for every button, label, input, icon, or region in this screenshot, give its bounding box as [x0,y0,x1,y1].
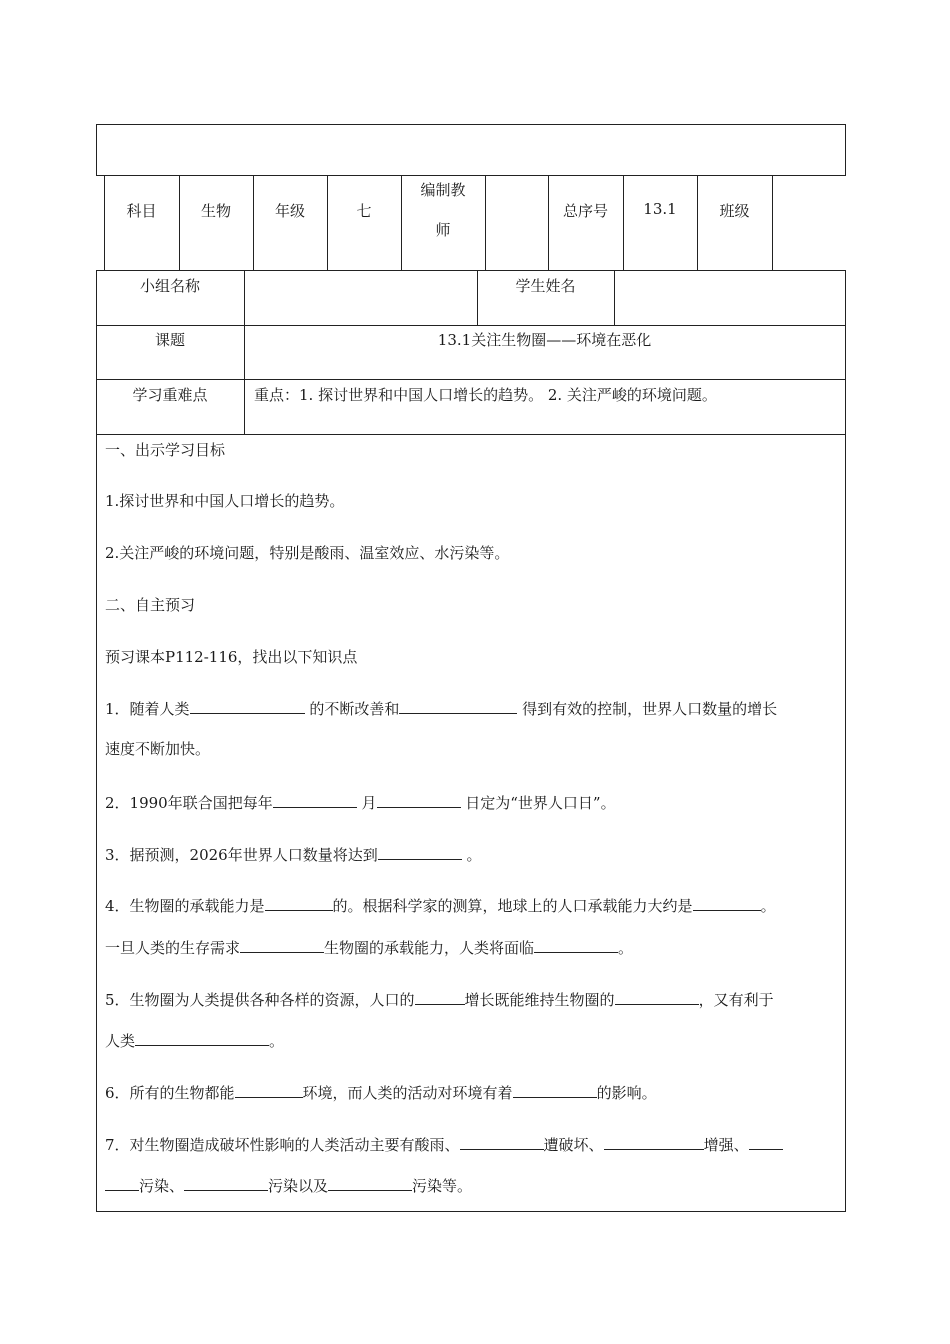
student-label: 学生姓名 [515,277,576,295]
goal-2: 2.关注严峻的环境问题，特别是酸雨、温室效应、水污染等。 [105,544,510,562]
q3-text-b: 。 [461,846,482,864]
q5-blank-2[interactable] [615,988,699,1005]
q2-text-a: 2．1990年联合国把每年 [105,794,273,812]
q2-text-c: 日定为“世界人口日”。 [460,794,616,812]
q6-text-a: 6．所有的生物都能 [105,1084,235,1102]
q5-text-d: 人类 [105,1032,136,1050]
question-1-line2: 速度不断加快。 [105,740,211,758]
serial-value: 13.1 [643,200,677,218]
class-label: 班级 [719,202,750,220]
q7-blank-5[interactable] [328,1174,412,1191]
question-4-line1 [105,894,776,916]
q1-text-a: 1．随着人类 [105,700,190,718]
q4-blank-3[interactable] [240,936,324,953]
q4-text-c: 。 [760,897,776,915]
q1-text-b: 的不断改善和 [304,700,400,718]
topic-value: 13.1关注生物圈——环境在恶化 [437,331,652,349]
q7-blank-3b[interactable] [105,1174,139,1191]
question-4-line2 [105,936,633,958]
q3-blank-1[interactable] [378,843,462,860]
q4-text-a: 4．生物圈的承载能力是 [105,897,265,915]
group-label: 小组名称 [139,277,200,295]
teacher-label-line1: 编制教 [420,181,466,199]
q5-text-a: 5．生物圈为人类提供各种各样的资源，人口的 [105,991,415,1009]
question-6 [105,1081,657,1103]
q1-blank-1[interactable] [190,697,305,714]
q5-text-c: ，又有利于 [698,991,774,1009]
question-1-line1 [105,697,777,719]
q6-text-b: 环境，而人类的活动对环境有着 [302,1084,513,1102]
q5-text-e: 。 [269,1032,285,1050]
q6-blank-1[interactable] [235,1081,303,1098]
q4-text-b: 的。根据科学家的测算，地球上的人口承载能力大约是 [332,897,693,915]
grade-value: 七 [356,202,372,220]
q7-blank-2[interactable] [604,1133,704,1150]
q3-text-a: 3．据预测，2026年世界人口数量将达到 [105,846,378,864]
q1-text-c: 得到有效的控制，世界人口数量的增长 [517,700,778,718]
question-7-line2 [105,1174,472,1196]
q7-text-c: 增强、 [703,1136,749,1154]
q7-text-a: 7．对生物圈造成破坏性影响的人类活动主要有酸雨、 [105,1136,460,1154]
q7-text-f: 污染等。 [412,1177,473,1195]
question-5-line2 [105,1029,284,1051]
question-7-line1 [105,1133,783,1155]
q5-blank-1[interactable] [415,988,465,1005]
section1-title: 一、出示学习目标 [105,441,226,459]
preview-intro: 预习课本P112-116，找出以下知识点 [105,648,358,666]
q2-blank-1[interactable] [273,791,357,808]
q7-text-d: 污染、 [139,1177,185,1195]
subject-value: 生物 [200,202,231,220]
section2-title: 二、自主预习 [105,596,196,614]
q4-blank-1[interactable] [265,894,333,911]
q6-blank-2[interactable] [513,1081,597,1098]
q7-blank-4[interactable] [184,1174,268,1191]
topic-label: 课题 [154,331,185,349]
q6-text-c: 的影响。 [596,1084,657,1102]
teacher-label-line2: 师 [435,221,451,239]
question-2 [105,791,616,813]
q5-blank-3[interactable] [135,1029,269,1046]
q4-text-d: 一旦人类的生存需求 [105,939,241,957]
q4-text-f: 。 [618,939,634,957]
goal-1: 1.探讨世界和中国人口增长的趋势。 [105,492,345,510]
serial-label: 总序号 [562,202,608,220]
question-3 [105,843,482,865]
q7-blank-1[interactable] [460,1133,544,1150]
grade-label: 年级 [274,202,305,220]
q2-blank-2[interactable] [377,791,461,808]
focus-label: 学习重难点 [132,386,208,404]
q4-blank-4[interactable] [534,936,618,953]
q4-blank-2[interactable] [693,894,761,911]
q1-blank-2[interactable] [399,697,517,714]
focus-value: 重点：1. 探讨世界和中国人口增长的趋势。 2. 关注严峻的环境问题。 [254,386,717,404]
q5-text-b: 增长既能维持生物圈的 [464,991,615,1009]
q7-blank-3a[interactable] [749,1133,783,1150]
q2-text-b: 月 [356,794,377,812]
subject-label: 科目 [126,202,157,220]
question-5-line1 [105,988,774,1010]
q7-text-b: 遭破坏、 [543,1136,604,1154]
q4-text-e: 生物圈的承载能力，人类将面临 [324,939,535,957]
q7-text-e: 污染以及 [268,1177,329,1195]
